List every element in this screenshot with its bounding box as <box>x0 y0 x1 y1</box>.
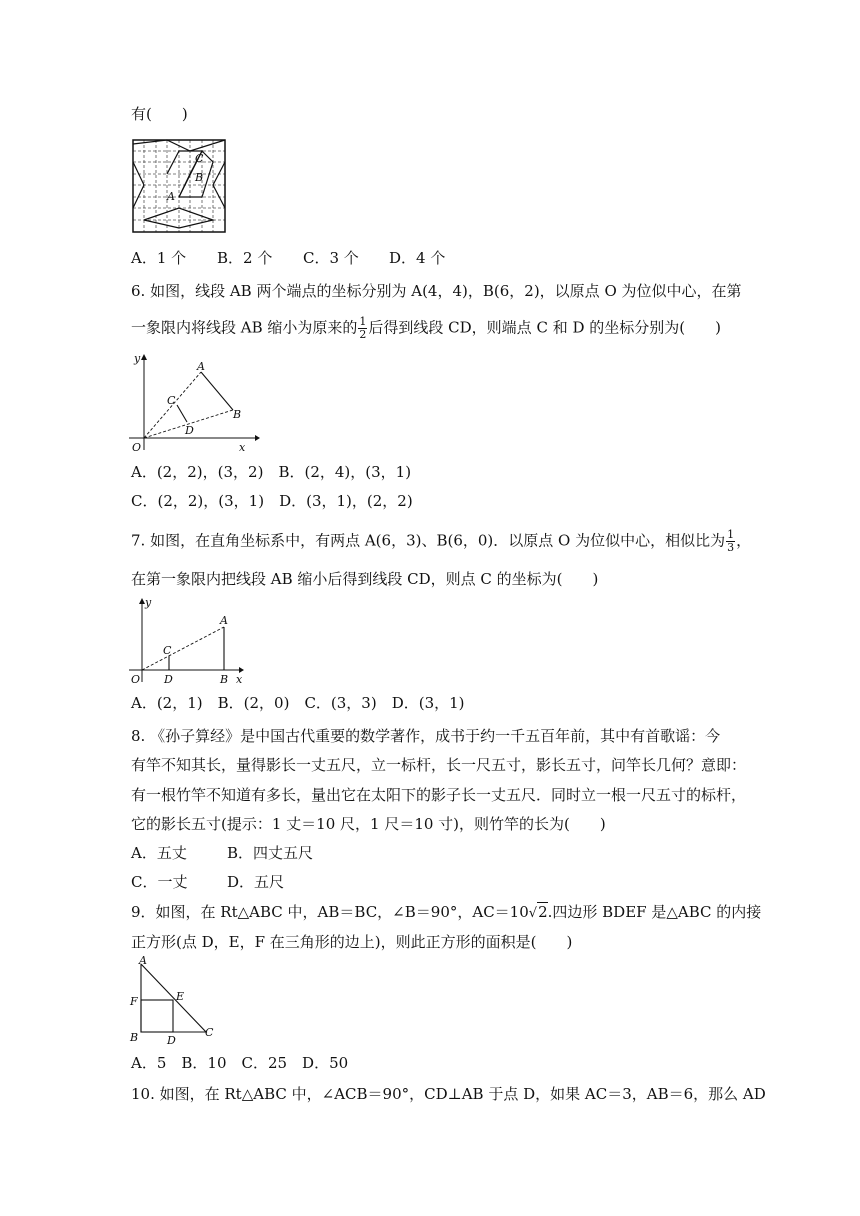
q7-line1-text: 7. 如图，在直角坐标系中，有两点 A(6，3)、B(6，0)．以原点 O 为位似中心，相似比为 <box>131 531 726 550</box>
q8-line2: 有竿不知其长，量得影长一丈五尺，立一标杆，长一尺五寸，影长五寸，问竿长几何？意即： <box>131 756 747 774</box>
q9-label-f: F <box>130 995 138 1008</box>
q8-line4: 它的影长五寸(提示：1 丈＝10 尺，1 尺＝10 寸)，则竹竿的长为( ) <box>131 815 606 833</box>
q6-fraction-numerator: 1 <box>359 315 367 328</box>
q9-options: A．5 B．10 C．25 D．50 <box>131 1054 349 1072</box>
q9-label-e: E <box>176 990 185 1003</box>
q8-option-b: B．四丈五尺 <box>227 844 314 862</box>
q6-label-b: B <box>233 408 242 421</box>
q6-line2-start: 一象限内将线段 AB 缩小为原来的 <box>131 318 358 337</box>
q6-label-o: O <box>132 441 142 454</box>
q6-coordinate-figure <box>127 350 262 456</box>
q7-fraction-numerator: 1 <box>727 528 735 541</box>
q8-line3: 有一根竹竿不知道有多长，量出它在太阳下的影子长一丈五尺．同时立一根一尺五寸的标杆， <box>131 786 747 804</box>
q8-option-a: A．五丈 <box>131 844 187 862</box>
q5-option-c: C．3 个 <box>303 249 359 267</box>
q5-label-b: B <box>195 171 204 184</box>
q5-option-a: A．1 个 <box>131 249 187 267</box>
q6-label-y: y <box>134 352 141 365</box>
q9-label-a: A <box>139 954 147 967</box>
q7-options: A．(2，1) B．(2，0) C．(3，3) D．(3，1) <box>131 694 465 712</box>
q6-option-c: C．(2，2)，(3，1) <box>131 492 265 510</box>
q6-options-row1 <box>131 462 411 482</box>
q5-continuation: 有( ) <box>131 105 188 123</box>
q6-line2-end: 后得到线段 CD，则端点 C 和 D 的坐标分别为( ) <box>368 318 721 337</box>
q9-line1-end: .四边形 BDEF 是△ABC 的内接 <box>547 903 762 921</box>
q9-sqrt-value: 2 <box>538 903 548 921</box>
q6-option-b: B．(2，4)，(3，1) <box>278 463 412 481</box>
q7-label-o: O <box>131 673 141 686</box>
q6-option-d: D．(3，1)，(2，2) <box>279 492 413 510</box>
q8-option-d: D．五尺 <box>227 873 285 891</box>
q6-label-c: C <box>167 394 176 407</box>
q6-options-row2 <box>131 491 413 511</box>
q8-options-row2 <box>131 872 284 892</box>
q9-label-c: C <box>205 1026 214 1039</box>
q9-label-b: B <box>130 1031 139 1044</box>
q7-label-x: x <box>236 673 243 686</box>
q5-label-a: A <box>167 190 175 203</box>
q9-line2: 正方形(点 D，E，F 在三角形的边上)，则此正方形的面积是( ) <box>131 933 573 951</box>
q10-line1: 10. 如图，在 Rt△ABC 中，∠ACB＝90°，CD⊥AB 于点 D，如果 AC＝3，AB＝6，那么 AD <box>131 1085 766 1103</box>
q7-line1 <box>131 529 751 554</box>
q7-line1-end: ， <box>736 531 752 550</box>
q9-label-d: D <box>167 1034 176 1047</box>
q6-label-d: D <box>185 424 194 437</box>
q5-label-c: C <box>195 152 204 165</box>
q6-label-x: x <box>239 441 246 454</box>
q5-grid-figure <box>131 138 227 234</box>
q8-options-row1 <box>131 843 313 863</box>
sqrt-symbol: √ <box>528 906 538 921</box>
q7-label-y: y <box>145 596 152 609</box>
q7-fraction <box>726 529 735 554</box>
q7-label-d: D <box>164 673 173 686</box>
q7-coordinate-figure <box>127 594 252 686</box>
q9-line1-start: 9．如图，在 Rt△ABC 中，AB＝BC，∠B＝90°，AC＝10 <box>131 903 529 921</box>
q6-label-a: A <box>197 360 205 373</box>
q5-options <box>131 248 445 268</box>
q7-label-c: C <box>163 644 172 657</box>
q9-line1 <box>131 902 761 924</box>
q6-fraction <box>358 316 367 341</box>
q7-label-b: B <box>220 673 229 686</box>
q6-line1: 6. 如图，线段 AB 两个端点的坐标分别为 A(4，4)，B(6，2)，以原点 O 为位似中心，在第 <box>131 282 742 300</box>
q7-line2: 在第一象限内把线段 AB 缩小后得到线段 CD，则点 C 的坐标为( ) <box>131 570 599 588</box>
q5-option-d: D．4 个 <box>389 249 446 267</box>
q6-fraction-denominator: 2 <box>359 328 367 341</box>
q5-option-b: B．2 个 <box>217 249 273 267</box>
q6-option-a: A．(2，2)，(3，2) <box>131 463 264 481</box>
q9-triangle-figure <box>127 954 222 1048</box>
q7-fraction-denominator: 3 <box>727 541 735 554</box>
q7-label-a: A <box>220 614 228 627</box>
q8-line1: 8. 《孙子算经》是中国古代重要的数学著作，成书于约一千五百年前，其中有首歌谣：今 <box>131 727 721 745</box>
q8-option-c: C．一丈 <box>131 873 188 891</box>
q6-line2 <box>131 316 721 341</box>
